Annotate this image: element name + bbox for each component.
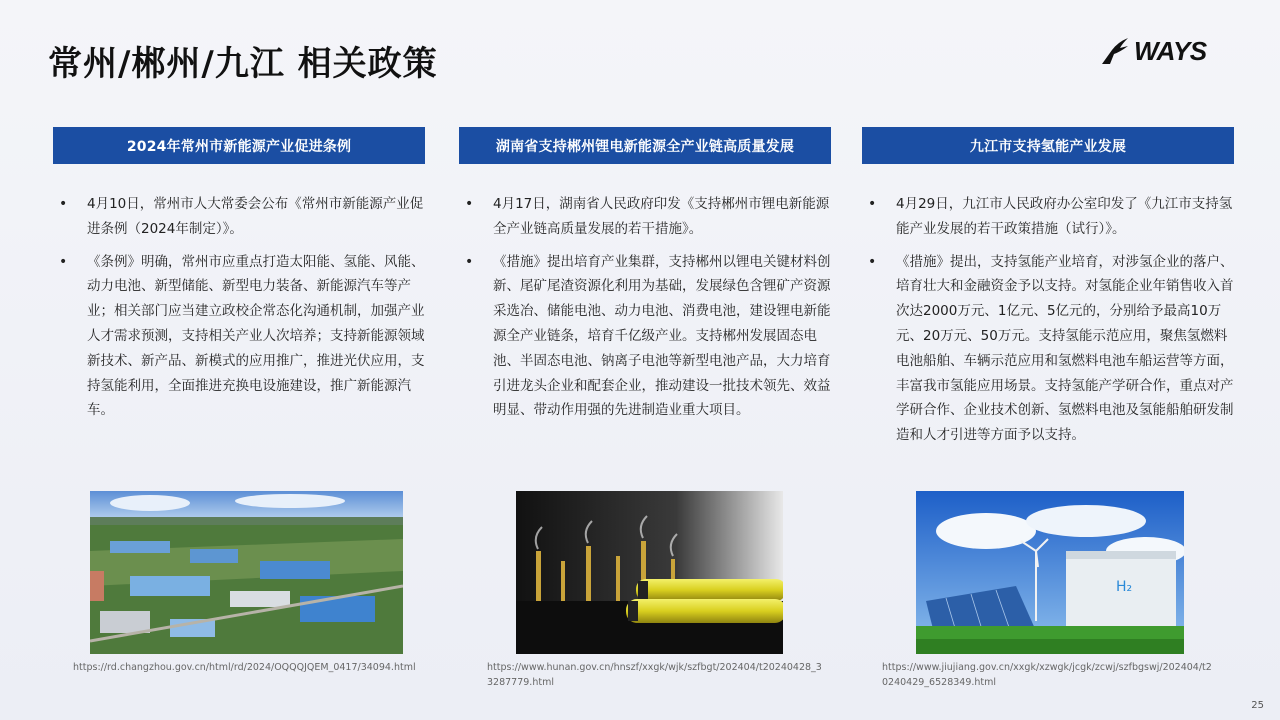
bullet-item: • 《条例》明确，常州市应重点打造太阳能、氢能、风能、动力电池、新型储能、新型电力装备、新能源汽车等产业；相关部门应当建立政校企常态化沟通机制，加强产业人才需求预测，支持相关产业人次培养；支持新能源领域新技术、新产品、新模式的应用推广，推进光伏应用，支持氢能利用，全面推进充换电设施建设，推广新能源汽车。 (59, 250, 425, 424)
policy-column-chenzhou (459, 127, 831, 431)
bullet-item: • 4月17日，湖南省人民政府印发《支持郴州市锂电新能源全产业链高质量发展的若干措施》。 (465, 192, 831, 242)
aerial-industrial-park-photo (90, 491, 403, 654)
source-link[interactable]: https://www.hunan.gov.cn/hnszf/xxgk/wjk/szfbgt/202404/t20240428_33287779.html (487, 662, 822, 688)
policy-column-changzhou (53, 127, 425, 431)
svg-text:H₂: H₂ (1116, 579, 1133, 595)
source-link[interactable]: https://www.jiujiang.gov.cn/xxgk/xzwgk/jcgk/zcwj/szfbgswj/202404/t20240429_6528349.html (882, 662, 1212, 688)
column-header: 九江市支持氢能产业发展 (862, 127, 1234, 164)
source-link[interactable]: https://rd.changzhou.gov.cn/html/rd/2024/OQQQJQEM_0417/34094.html (73, 662, 416, 673)
bullet-item: • 4月10日，常州市人大常委会公布《常州市新能源产业促进条例（2024年制定）》。 (59, 192, 425, 242)
bullet-item: • 4月29日，九江市人民政府办公室印发了《九江市支持氢能产业发展的若干政策措施（试行）》。 (868, 192, 1234, 242)
logo-text: WAYS (1134, 35, 1207, 66)
bullet-item: • 《措施》提出培育产业集群，支持郴州以锂电关键材料创新、尾矿尾渣资源化利用为基础，发展绿色含锂矿产资源采选冶、储能电池、动力电池、消费电池，建设锂电新能源全产业链条，培育千亿级产业。支持郴州发展固态电池、半固态电池、钠离子电池等新型电池产品，大力培育引进龙头企业和配套企业，推动建设一批技术领先、效益明显、带动作用强的先进制造业重大项目。 (465, 250, 831, 424)
policy-column-jiujiang (862, 127, 1234, 456)
ways-bird-icon (1098, 34, 1132, 68)
bullet-list (53, 192, 425, 423)
page-number: 25 (1251, 700, 1264, 711)
hydrogen-storage-solar-photo (916, 491, 1184, 654)
bullet-item: • 《措施》提出，支持氢能产业培育，对涉氢企业的落户、培育壮大和金融资金予以支持。对氢能企业年销售收入首次达2000万元、1亿元、5亿元的，分别给予最高10万元、20万元、50万元。支持氢能示范应用，聚焦氢燃料电池船舶、车辆示范应用和氢燃料电池车船运营等方面，丰富我市氢能应用场景。支持氢能产学研合作，重点对产学研合作、企业技术创新、氢燃料电池及氢能船舶研发制造和人才引进等方面予以支持。 (868, 250, 1234, 448)
battery-factory-photo (516, 491, 783, 654)
company-logo (1098, 34, 1207, 68)
column-header: 2024年常州市新能源产业促进条例 (53, 127, 425, 164)
bullet-list (459, 192, 831, 423)
bullet-list (862, 192, 1234, 448)
column-header: 湖南省支持郴州锂电新能源全产业链高质量发展 (459, 127, 831, 164)
page-title: 常州/郴州/九江 相关政策 (48, 44, 438, 84)
